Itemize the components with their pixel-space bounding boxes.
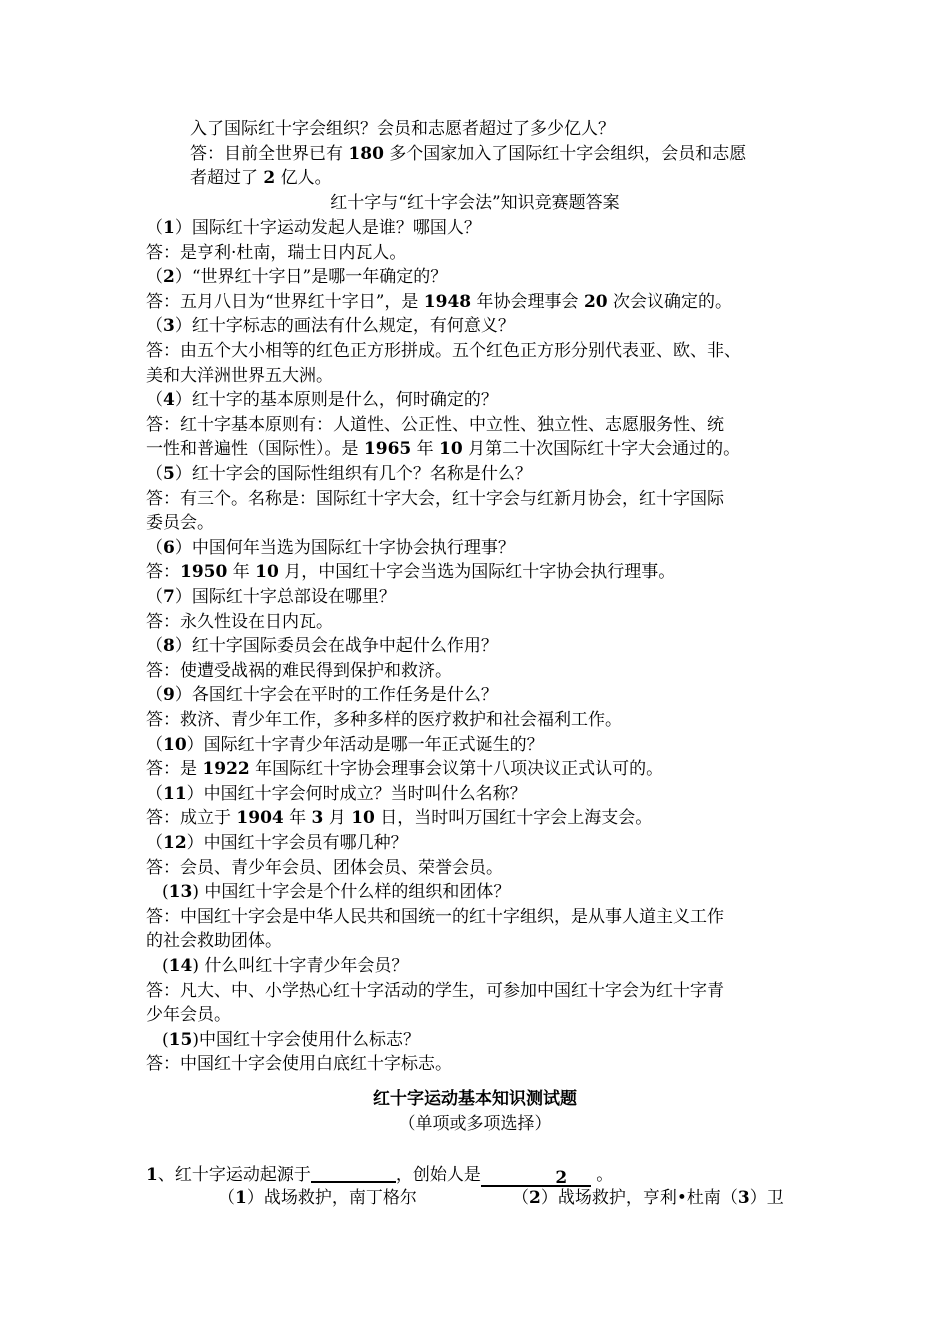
- quiz-option-2-3: （2）战场救护，亨利•杜南（3）卫: [512, 1188, 784, 1208]
- answer-blank-1[interactable]: [311, 1162, 396, 1183]
- answer-10-line-1: 答：是 1922 年国际红十字协会理事会议第十八项决议正式认可的。: [146, 759, 664, 779]
- question-15: (15)中国红十字会使用什么标志？: [162, 1030, 420, 1050]
- quiz-option-1: （1）战场救护，南丁格尔: [218, 1188, 417, 1208]
- answer-6-line-1: 答：1950 年 10 月，中国红十字会当选为国际红十字协会执行理事。: [146, 562, 676, 582]
- section2-title: 红十字运动基本知识测试题: [373, 1089, 577, 1109]
- question-13: (13) 中国红十字会是个什么样的组织和团体？: [162, 882, 511, 902]
- answer-5-line-1: 答：有三个。名称是：国际红十字大会，红十字会与红新月协会，红十字国际: [146, 489, 724, 509]
- question-11: （11）中国红十字会何时成立？当时叫什么名称？: [146, 784, 527, 804]
- question-10: （10）国际红十字青少年活动是哪一年正式诞生的？: [146, 735, 544, 755]
- question-2: （2）“世界红十字日”是哪一年确定的？: [146, 267, 448, 287]
- answer-1-line-1: 答：是亨利·杜南，瑞士日内瓦人。: [146, 243, 407, 263]
- question-6: （6）中国何年当选为国际红十字协会执行理事？: [146, 538, 515, 558]
- answer-4-line-1: 答：红十字基本原则有：人道性、公正性、中立性、独立性、志愿服务性、统: [146, 415, 724, 435]
- question-3: （3）红十字标志的画法有什么规定，有何意义？: [146, 316, 515, 336]
- answer-12-line-1: 答：会员、青少年会员、团体会员、荣誉会员。: [146, 858, 503, 878]
- intro-line-2: 答：目前全世界已有 180 多个国家加入了国际红十字会组织，会员和志愿: [190, 144, 747, 164]
- answer-13-line-1: 答：中国红十字会是中华人民共和国统一的红十字组织，是从事人道主义工作: [146, 907, 724, 927]
- answer-3-line-2: 美和大洋洲世界五大洲。: [146, 366, 333, 386]
- question-9: （9）各国红十字会在平时的工作任务是什么？: [146, 685, 498, 705]
- answer-3-line-1: 答：由五个大小相等的红色正方形拼成。五个红色正方形分别代表亚、欧、非、: [146, 341, 741, 361]
- question-4: （4）红十字的基本原则是什么，何时确定的？: [146, 390, 498, 410]
- quiz-question-1: 1、红十字运动起源于 ，创始人是 2 。: [146, 1162, 613, 1188]
- question-1: （1）国际红十字运动发起人是谁？哪国人？: [146, 218, 481, 238]
- intro-line-1: 入了国际红十字会组织？会员和志愿者超过了多少亿人？: [190, 119, 615, 139]
- question-12: （12）中国红十字会员有哪几种？: [146, 833, 408, 853]
- answer-14-line-2: 少年会员。: [146, 1005, 231, 1025]
- section2-subtitle: （单项或多项选择）: [398, 1114, 552, 1134]
- section1-title: 红十字与“红十字会法”知识竞赛题答案: [330, 193, 620, 213]
- answer-11-line-1: 答：成立于 1904 年 3 月 10 日，当时叫万国红十字会上海支会。: [146, 808, 653, 828]
- answer-7-line-1: 答：永久性设在日内瓦。: [146, 612, 333, 632]
- answer-5-line-2: 委员会。: [146, 513, 214, 533]
- answer-15-line-1: 答：中国红十字会使用白底红十字标志。: [146, 1054, 452, 1074]
- question-7: （7）国际红十字总部设在哪里？: [146, 587, 396, 607]
- answer-14-line-1: 答：凡大、中、小学热心红十字活动的学生，可参加中国红十字会为红十字青: [146, 981, 724, 1001]
- answer-8-line-1: 答：使遭受战祸的难民得到保护和救济。: [146, 661, 452, 681]
- answer-4-line-2: 一性和普遍性（国际性）。是 1965 年 10 月第二十次国际红十字大会通过的。: [146, 439, 741, 459]
- answer-2-line-1: 答：五月八日为“世界红十字日”，是 1948 年协会理事会 20 次会议确定的。: [146, 292, 733, 312]
- intro-line-3: 者超过了 2 亿人。: [190, 168, 332, 188]
- answer-13-line-2: 的社会救助团体。: [146, 931, 282, 951]
- question-8: （8）红十字国际委员会在战争中起什么作用？: [146, 636, 498, 656]
- answer-blank-2[interactable]: 2: [481, 1166, 591, 1187]
- question-14: (14) 什么叫红十字青少年会员？: [162, 956, 409, 976]
- answer-9-line-1: 答：救济、青少年工作，多种多样的医疗救护和社会福利工作。: [146, 710, 622, 730]
- question-5: （5）红十字会的国际性组织有几个？名称是什么？: [146, 464, 532, 484]
